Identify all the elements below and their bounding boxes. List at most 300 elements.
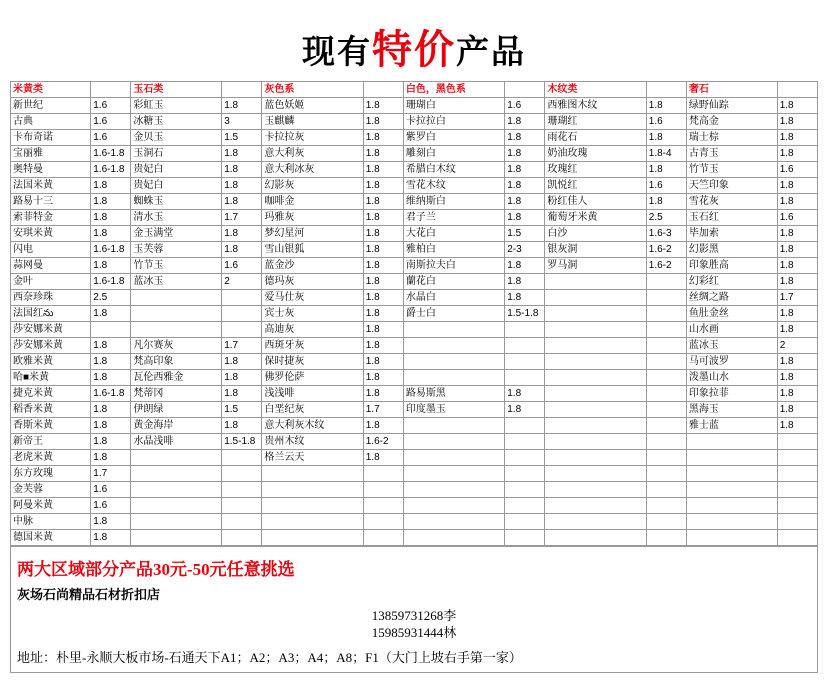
product-price: 1.8 [505, 194, 545, 210]
product-name [545, 338, 646, 354]
product-name: 法国米黄 [11, 178, 91, 194]
product-name [545, 290, 646, 306]
product-price: 1.6-2 [363, 434, 403, 450]
product-price: 1.8 [91, 306, 131, 322]
product-name: 浅浅啡 [262, 386, 363, 402]
table-row [11, 242, 818, 258]
column-header-3: 灰色系 [262, 82, 363, 98]
product-name: 梦幻星河 [262, 226, 363, 242]
product-name: 瑞士棕 [686, 130, 777, 146]
product-price [646, 306, 686, 322]
product-name: 奶油玫瑰 [545, 146, 646, 162]
product-name: 伊朗绿 [131, 402, 222, 418]
product-name: 大花白 [403, 226, 504, 242]
product-price [646, 274, 686, 290]
product-price: 1.6 [91, 482, 131, 498]
product-price [222, 498, 262, 514]
product-name: 粉红佳人 [545, 194, 646, 210]
product-price: 2.5 [91, 290, 131, 306]
product-price: 1.8 [646, 194, 686, 210]
product-name: 卡布奇诺 [11, 130, 91, 146]
product-price [505, 418, 545, 434]
product-price [363, 498, 403, 514]
product-name: 蓝色妖姬 [262, 98, 363, 114]
product-name: 罗马洞 [545, 258, 646, 274]
product-price [222, 306, 262, 322]
product-price [646, 354, 686, 370]
table-row [11, 530, 818, 546]
product-price [646, 418, 686, 434]
product-price: 1.6 [91, 498, 131, 514]
page-title [0, 0, 828, 81]
table-row [11, 130, 818, 146]
product-name: 蓝金沙 [262, 258, 363, 274]
product-price [646, 322, 686, 338]
product-price: 1.8 [363, 274, 403, 290]
product-name [403, 482, 504, 498]
product-price: 1.7 [777, 290, 817, 306]
product-name [131, 482, 222, 498]
product-name: 玉石红 [686, 210, 777, 226]
column-header-6: 奢石 [686, 82, 777, 98]
product-name [403, 530, 504, 546]
phone-2: 15985931444林 [371, 625, 457, 640]
product-name: 绿野仙踪 [686, 98, 777, 114]
table-row [11, 482, 818, 498]
product-price [222, 290, 262, 306]
table-header-row [11, 82, 818, 98]
product-price: 1.8 [363, 338, 403, 354]
shop-name: 灰场石尚精品石材折扣店 [17, 587, 161, 602]
table-row [11, 466, 818, 482]
product-name [131, 498, 222, 514]
title-prefix: 现有 [302, 35, 372, 71]
product-name: 蒜网曼 [11, 258, 91, 274]
product-name: 香斯米黄 [11, 418, 91, 434]
product-price [363, 482, 403, 498]
product-name: 雕刻白 [403, 146, 504, 162]
product-name: 意大利冰灰 [262, 162, 363, 178]
product-price [777, 498, 817, 514]
product-name: 意大利灰木纹 [262, 418, 363, 434]
product-name: 印度墨玉 [403, 402, 504, 418]
product-price: 1.8 [91, 530, 131, 546]
product-name [545, 354, 646, 370]
product-price: 1.6-1.8 [91, 146, 131, 162]
product-name: 凯悦红 [545, 178, 646, 194]
product-name: 西奈珍珠 [11, 290, 91, 306]
product-price: 1.8 [505, 402, 545, 418]
table-row [11, 322, 818, 338]
product-name: 梵高金 [686, 114, 777, 130]
product-name [131, 466, 222, 482]
product-name: 玛雅灰 [262, 210, 363, 226]
product-name: 贵州木纹 [262, 434, 363, 450]
product-price: 1.8 [363, 306, 403, 322]
product-price: 1.8 [777, 322, 817, 338]
product-name: 雅士蓝 [686, 418, 777, 434]
product-name: 闪电 [11, 242, 91, 258]
product-name: 印象胜高 [686, 258, 777, 274]
product-name: 稻香米黄 [11, 402, 91, 418]
table-row [11, 226, 818, 242]
product-price: 1.8 [363, 98, 403, 114]
product-name: 索菲特金 [11, 210, 91, 226]
product-price: 1.6 [646, 178, 686, 194]
product-name [131, 322, 222, 338]
product-price [505, 434, 545, 450]
product-name: 玉洞石 [131, 146, 222, 162]
product-price: 1.8 [777, 130, 817, 146]
product-price [646, 498, 686, 514]
product-name: 鱼肚金丝 [686, 306, 777, 322]
product-price [505, 322, 545, 338]
product-price: 1.8 [363, 386, 403, 402]
product-table [10, 81, 818, 546]
product-price: 1.8 [363, 258, 403, 274]
product-price [222, 466, 262, 482]
product-name: 珊瑚红 [545, 114, 646, 130]
table-row [11, 98, 818, 114]
product-price: 1.5-1.8 [505, 306, 545, 322]
table-row [11, 114, 818, 130]
product-price [646, 434, 686, 450]
product-price [777, 482, 817, 498]
product-name: 雨花石 [545, 130, 646, 146]
table-row [11, 194, 818, 210]
product-price: 1.8 [777, 306, 817, 322]
product-price: 1.7 [91, 466, 131, 482]
product-name [403, 514, 504, 530]
table-row [11, 386, 818, 402]
product-price: 1.8 [91, 226, 131, 242]
column-header-price-2 [222, 82, 262, 98]
product-name: 雅柏白 [403, 242, 504, 258]
product-name: 白垩纪灰 [262, 402, 363, 418]
product-name [403, 370, 504, 386]
product-name: 欧雅米黄 [11, 354, 91, 370]
product-price: 1.8 [222, 226, 262, 242]
product-price [777, 514, 817, 530]
product-price: 1.8 [363, 114, 403, 130]
product-name: 冰糖玉 [131, 114, 222, 130]
table-row [11, 514, 818, 530]
product-name [545, 434, 646, 450]
product-name: 莎安娜米黄 [11, 338, 91, 354]
product-price: 1.8 [505, 210, 545, 226]
product-name [131, 514, 222, 530]
product-name: 玫瑰红 [545, 162, 646, 178]
product-price [505, 466, 545, 482]
product-name: 瓦伦西雅金 [131, 370, 222, 386]
table-row [11, 210, 818, 226]
product-price [646, 402, 686, 418]
product-price [505, 370, 545, 386]
product-name: 德玛灰 [262, 274, 363, 290]
table-row [11, 418, 818, 434]
product-name [403, 338, 504, 354]
product-name: 新世纪 [11, 98, 91, 114]
product-price [646, 450, 686, 466]
product-name: 南斯拉夫白 [403, 258, 504, 274]
product-price: 1.8 [505, 386, 545, 402]
table-row [11, 274, 818, 290]
product-price: 1.8 [505, 258, 545, 274]
table-row [11, 370, 818, 386]
product-name: 幻影灰 [262, 178, 363, 194]
product-name [131, 306, 222, 322]
product-price: 1.8 [91, 418, 131, 434]
product-price: 1.8 [363, 130, 403, 146]
product-name [403, 450, 504, 466]
product-price: 1.6 [505, 98, 545, 114]
product-name: 老虎米黄 [11, 450, 91, 466]
product-name: 山水画 [686, 322, 777, 338]
product-price [646, 290, 686, 306]
product-name: 中脉 [11, 514, 91, 530]
product-name: 佛罗伦萨 [262, 370, 363, 386]
title-highlight: 特价 [372, 27, 456, 72]
product-name [262, 466, 363, 482]
product-price [505, 338, 545, 354]
column-header-price-3 [363, 82, 403, 98]
product-name: 咖啡金 [262, 194, 363, 210]
product-price [91, 322, 131, 338]
product-price: 2 [777, 338, 817, 354]
product-price [777, 434, 817, 450]
product-name [262, 498, 363, 514]
product-name [545, 498, 646, 514]
product-price: 1.7 [222, 338, 262, 354]
product-name [545, 386, 646, 402]
product-name: 蜘蛛玉 [131, 194, 222, 210]
table-row [11, 450, 818, 466]
product-price [777, 530, 817, 546]
product-name [403, 466, 504, 482]
product-price: 1.8 [363, 210, 403, 226]
product-price: 1.6 [777, 162, 817, 178]
product-name [403, 322, 504, 338]
product-name: 白沙 [545, 226, 646, 242]
product-name [262, 482, 363, 498]
product-price: 1.8 [777, 354, 817, 370]
product-name [545, 450, 646, 466]
product-price: 1.8 [363, 194, 403, 210]
product-name: 法国红ను [11, 306, 91, 322]
product-name: 维纳斯白 [403, 194, 504, 210]
column-header-1: 米黄类 [11, 82, 91, 98]
product-price: 2.5 [646, 210, 686, 226]
product-price: 1.8 [777, 242, 817, 258]
product-price: 1.8 [91, 194, 131, 210]
product-price: 1.8 [91, 354, 131, 370]
product-price: 1.8 [777, 226, 817, 242]
table-row [11, 258, 818, 274]
product-name: 贵妃白 [131, 178, 222, 194]
product-price: 1.8 [505, 114, 545, 130]
product-name [686, 514, 777, 530]
product-name: 路易斯黑 [403, 386, 504, 402]
product-price: 1.8 [777, 274, 817, 290]
product-price: 1.6-3 [646, 226, 686, 242]
product-price: 1.6-1.8 [91, 162, 131, 178]
product-name: 卡拉拉灰 [262, 130, 363, 146]
product-name: 清水玉 [131, 210, 222, 226]
product-price: 1.8 [91, 178, 131, 194]
product-name: 卡拉拉白 [403, 114, 504, 130]
product-name: 蓝冰玉 [686, 338, 777, 354]
product-name [403, 434, 504, 450]
product-price [505, 498, 545, 514]
table-row [11, 306, 818, 322]
product-name [262, 514, 363, 530]
product-name: 哈■米黄 [11, 370, 91, 386]
product-price: 1.8 [222, 242, 262, 258]
product-name: 银灰洞 [545, 242, 646, 258]
product-price: 1.8 [222, 178, 262, 194]
product-price: 1.8 [777, 178, 817, 194]
product-name: 水晶浅啡 [131, 434, 222, 450]
product-price: 1.8 [777, 194, 817, 210]
product-name [262, 530, 363, 546]
title-suffix: 产品 [456, 35, 526, 71]
product-price: 1.6-2 [646, 258, 686, 274]
product-price [363, 466, 403, 482]
product-name: 马可波罗 [686, 354, 777, 370]
product-price: 1.8 [91, 258, 131, 274]
product-price: 1.8 [222, 418, 262, 434]
product-name: 雪花灰 [686, 194, 777, 210]
product-price: 1.8 [91, 450, 131, 466]
product-price: 1.7 [222, 210, 262, 226]
product-price: 1.8 [363, 242, 403, 258]
product-price: 1.5-1.8 [222, 434, 262, 450]
product-price: 1.8 [505, 274, 545, 290]
product-name: 金叶 [11, 274, 91, 290]
product-price: 1.8 [91, 338, 131, 354]
product-price: 1.6 [91, 98, 131, 114]
column-header-5: 木纹类 [545, 82, 646, 98]
product-name: 希腊白木纹 [403, 162, 504, 178]
product-price [363, 530, 403, 546]
table-row [11, 162, 818, 178]
product-name: 竹节玉 [686, 162, 777, 178]
product-name: 路易十三 [11, 194, 91, 210]
product-price: 1.8 [222, 370, 262, 386]
product-price: 1.8 [777, 370, 817, 386]
product-price: 1.6 [646, 114, 686, 130]
product-price [505, 530, 545, 546]
product-price: 1.8 [222, 98, 262, 114]
product-price: 1.8 [363, 290, 403, 306]
product-name: 新帝王 [11, 434, 91, 450]
product-price: 1.8 [363, 418, 403, 434]
product-price: 1.8 [222, 146, 262, 162]
product-price [646, 530, 686, 546]
product-price: 1.8 [222, 386, 262, 402]
product-price: 1.8 [91, 434, 131, 450]
product-name: 丝绸之路 [686, 290, 777, 306]
product-name: 雪花木纹 [403, 178, 504, 194]
product-price: 1.8 [363, 146, 403, 162]
product-price: 1.8 [91, 370, 131, 386]
product-price: 1.8 [646, 98, 686, 114]
product-name: 古典 [11, 114, 91, 130]
product-price [505, 514, 545, 530]
phone-1: 13859731268李 [371, 608, 457, 623]
product-name: 泼墨山水 [686, 370, 777, 386]
product-name: 珊瑚白 [403, 98, 504, 114]
product-name [686, 466, 777, 482]
product-price: 1.6-1.8 [91, 274, 131, 290]
product-name [131, 450, 222, 466]
product-price: 1.8 [363, 450, 403, 466]
product-name: 水晶白 [403, 290, 504, 306]
product-price: 1.8 [222, 194, 262, 210]
product-price [222, 530, 262, 546]
footer-box [10, 546, 818, 673]
product-price: 1.8 [777, 258, 817, 274]
product-name [686, 498, 777, 514]
product-name: 毕加索 [686, 226, 777, 242]
product-price: 1.8 [222, 354, 262, 370]
product-name: 捷克米黄 [11, 386, 91, 402]
product-name: 幻影黑 [686, 242, 777, 258]
table-row [11, 402, 818, 418]
product-price [222, 322, 262, 338]
table-row [11, 290, 818, 306]
product-price: 1.8 [363, 162, 403, 178]
promo-text: 两大区域部分产品30元-50元任意挑选 [17, 560, 295, 579]
product-name [403, 418, 504, 434]
product-name [131, 290, 222, 306]
table-row [11, 146, 818, 162]
product-price [646, 482, 686, 498]
product-name: 印象拉菲 [686, 386, 777, 402]
product-name: 玉麒麟 [262, 114, 363, 130]
product-name: 蘭花白 [403, 274, 504, 290]
product-name: 西雅图木纹 [545, 98, 646, 114]
product-price [646, 386, 686, 402]
product-price [646, 338, 686, 354]
product-price: 1.6-1.8 [91, 386, 131, 402]
product-name: 宾士灰 [262, 306, 363, 322]
product-price: 1.5 [222, 402, 262, 418]
product-price: 1.8 [505, 162, 545, 178]
product-name: 幻彩红 [686, 274, 777, 290]
product-name: 金芙蓉 [11, 482, 91, 498]
footer-block [0, 546, 828, 673]
product-price [505, 354, 545, 370]
product-name [686, 530, 777, 546]
table-row [11, 434, 818, 450]
product-name: 宝丽雅 [11, 146, 91, 162]
product-name: 安琪米黄 [11, 226, 91, 242]
product-price [505, 450, 545, 466]
table-row [11, 338, 818, 354]
product-name: 蓝冰玉 [131, 274, 222, 290]
column-header-price-5 [646, 82, 686, 98]
product-name: 金玉满堂 [131, 226, 222, 242]
product-price: 1.6 [91, 130, 131, 146]
product-name [545, 466, 646, 482]
product-price [222, 482, 262, 498]
product-name: 黄金海岸 [131, 418, 222, 434]
product-name: 黑海玉 [686, 402, 777, 418]
product-price: 1.8 [363, 354, 403, 370]
product-name [545, 482, 646, 498]
product-name: 德国米黄 [11, 530, 91, 546]
